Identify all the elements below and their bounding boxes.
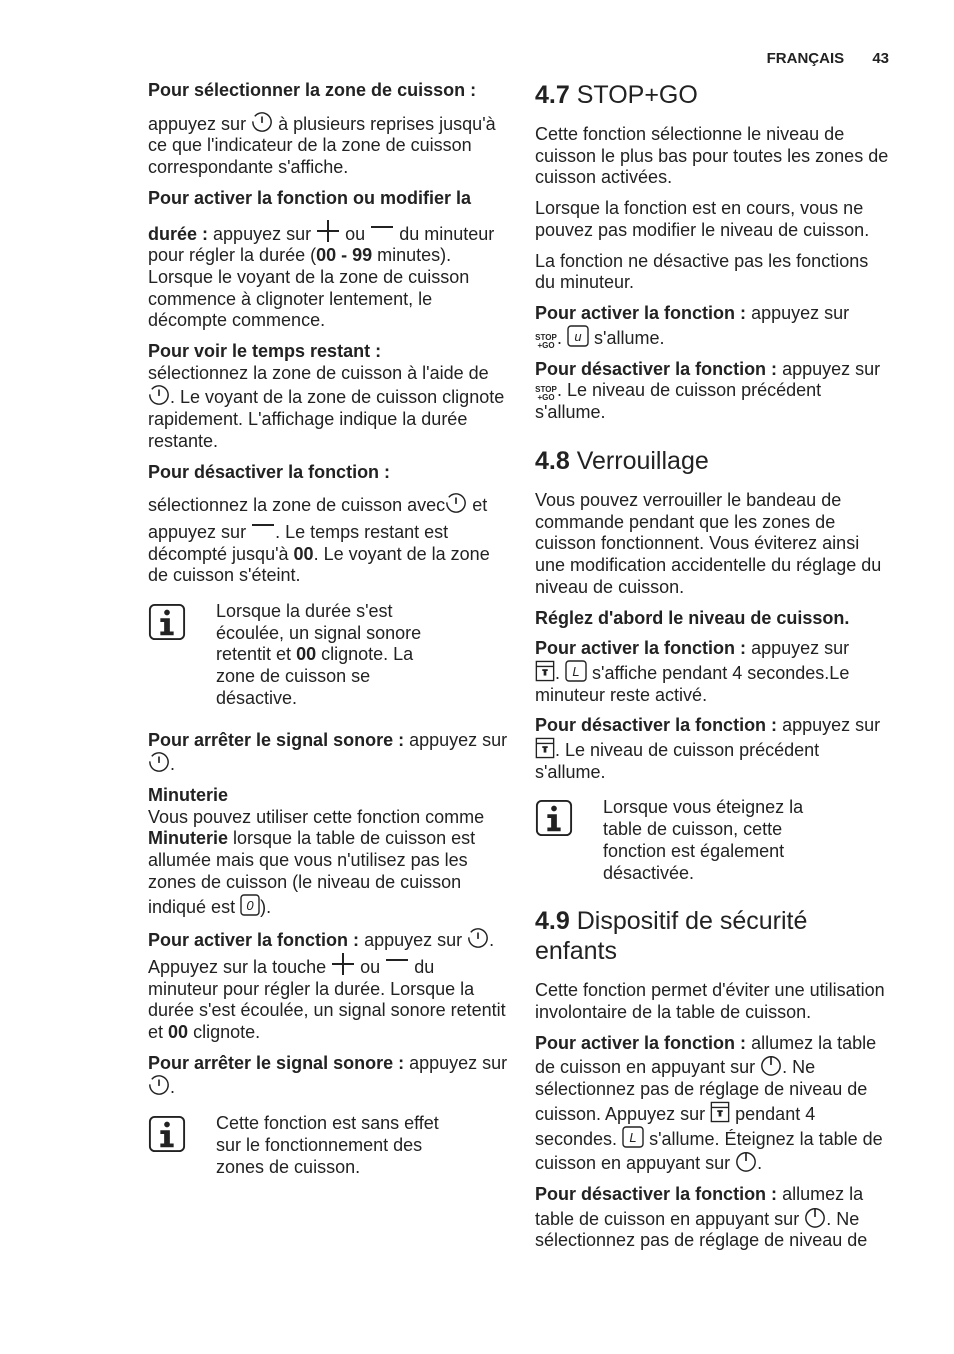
svg-text:0: 0 (246, 897, 254, 913)
s48-activate: Pour activer la fonction : appuyez sur . L s'affiche pendant 4 secondes.Le minuteur reste activé. (535, 638, 850, 705)
select-zone-text: appuyez sur à plusieurs reprises jusqu'à ce que l'indicateur de la zone de cuisson correspondante s'affiche. (148, 111, 508, 179)
s47-p2: Lorsque la fonction est en cours, vous ne pouvez pas modifier le niveau de cuisson. (535, 198, 870, 240)
s47-p3: La fonction ne désactive pas les fonctions du minuteur. (535, 250, 869, 293)
stop-go-icon: STOP +GO (535, 385, 557, 403)
s49-activate: Pour activer la fonction : allumez la table de cuisson en appuyant sur . Ne sélectionnez pas de réglage de niveau de cuisson. Appuyez sur pendant 4 secondes. L s'allume. Éteignez la table de cuisson en appuyant sur . (535, 1032, 883, 1174)
stop-signal-text-2: Pour arrêter le signal sonore : appuyez sur . (148, 1052, 508, 1098)
plus-icon (316, 219, 340, 243)
page-header (767, 50, 889, 67)
s47-deactivate: Pour désactiver la fonction : appuyez sur STOP +GO . Le niveau de cuisson précédent s'allume. (535, 358, 881, 423)
stop-signal-text: Pour arrêter le signal sonore : appuyez sur . (148, 729, 508, 775)
s49-p1: Cette fonction permet d'éviter une utilisation involontaire de la table de cuisson. (535, 980, 885, 1022)
timer-icon (148, 751, 170, 773)
power-icon (804, 1206, 826, 1228)
stop-go-icon: STOP +GO (535, 332, 557, 350)
plus-icon (331, 952, 355, 976)
info-icon (535, 821, 573, 841)
info-note-3-text: Lorsque vous éteignez la table de cuisson, cette fonction est également désactivée. (603, 797, 804, 883)
minus-icon (370, 219, 394, 243)
svg-text:L: L (572, 663, 580, 679)
timer-icon (467, 927, 489, 949)
lock-icon (535, 660, 555, 682)
s47-p1: Cette fonction sélectionne le niveau de cuisson le plus bas pour toutes les zones de cuisson activées. (535, 124, 889, 188)
language-label: FRANÇAIS (766, 50, 845, 67)
info-note (148, 601, 508, 710)
timer-icon (445, 492, 467, 514)
timer-icon (148, 384, 170, 406)
zero-display-icon (240, 894, 260, 916)
minuterie-title: Minuterie (148, 784, 229, 805)
section-4-9-title: 4.9 Dispositif de sécurité enfants (535, 907, 808, 966)
info-note-text: Lorsque la durée s'est écoulée, un signal sonore retentit et 00 clignote. La zone de cuisson se désactive. (216, 601, 422, 708)
deactivate-heading: Pour désactiver la fonction : (148, 461, 391, 482)
minuterie-text: Minuterie Vous pouvez utiliser cette fonction comme Minuterie lorsque la table de cuisson est allumée mais que vous n'utilisez pas les zones de cuisson (le niveau de cuisson indiqué est 0 ). (148, 784, 485, 917)
activate-timer-text: Pour activer la fonction : appuyez sur . Appuyez sur la touche ou du minuteur pour régler la durée. Lorsque la durée s'est écoulée, un signal sonore retentit et 00 clignote. (148, 927, 508, 1044)
u-display-icon (567, 325, 589, 347)
lock-icon (710, 1101, 730, 1123)
info-note-3 (535, 797, 890, 884)
info-note-2 (148, 1113, 508, 1178)
svg-text:L: L (629, 1129, 637, 1145)
left-column (148, 80, 508, 1198)
s48-bold: Réglez d'abord le niveau de cuisson. (535, 607, 850, 628)
info-note-2-text: Cette fonction est sans effet sur le fonctionnement des zones de cuisson. (216, 1113, 439, 1177)
section-4-7-title: 4.7 STOP+GO (535, 81, 698, 109)
info-icon (148, 1137, 186, 1157)
s48-p1: Vous pouvez verrouiller le bandeau de commande pendant que les zones de cuisson fonctionnent. Vous éviterez ainsi une modification accidentelle du réglage du niveau de cuisson. (535, 490, 882, 597)
svg-text:u: u (574, 328, 582, 344)
select-zone-heading: Pour sélectionner la zone de cuisson : (148, 80, 477, 100)
lock-icon (535, 737, 555, 759)
activate-duration-text: durée : appuyez sur ou du minuteur pour régler la durée (00 - 99 minutes). Lorsque le voyant de la zone de cuisson commence à clignoter lentement, le décompte commence. (148, 219, 508, 333)
activate-duration-heading: Pour activer la fonction ou modifier la (148, 187, 472, 208)
minus-icon (385, 952, 409, 976)
power-icon (760, 1054, 782, 1076)
right-column (535, 80, 890, 1261)
l-display-icon (565, 660, 587, 682)
s47-activate: Pour activer la fonction : appuyez sur STOP +GO . u s'allume. (535, 302, 850, 350)
s49-deactivate: Pour désactiver la fonction : allumez la table de cuisson en appuyant sur . Ne sélectionnez pas de réglage de niveau de (535, 1183, 868, 1251)
minus-icon (251, 517, 275, 541)
remaining-heading: Pour voir le temps restant : sélectionnez la zone de cuisson à l'aide de . Le voyant de la zone de cuisson clignote rapidement. L'affichage indique la durée restante. (148, 341, 505, 451)
power-icon (735, 1150, 757, 1172)
timer-icon (251, 111, 273, 133)
l-display-icon (622, 1126, 644, 1148)
s48-deactivate: Pour désactiver la fonction : appuyez sur . Le niveau de cuisson précédent s'allume. (535, 715, 881, 782)
timer-icon (148, 1074, 170, 1096)
section-4-8-title: 4.8 Verrouillage (535, 447, 709, 476)
deactivate-text: sélectionnez la zone de cuisson avec et appuyez sur . Le temps restant est décompté jusqu'à 00. Le voyant de la zone de cuisson s'éteint. (148, 492, 508, 587)
page-number: 43 (872, 50, 889, 67)
info-icon (148, 625, 186, 645)
